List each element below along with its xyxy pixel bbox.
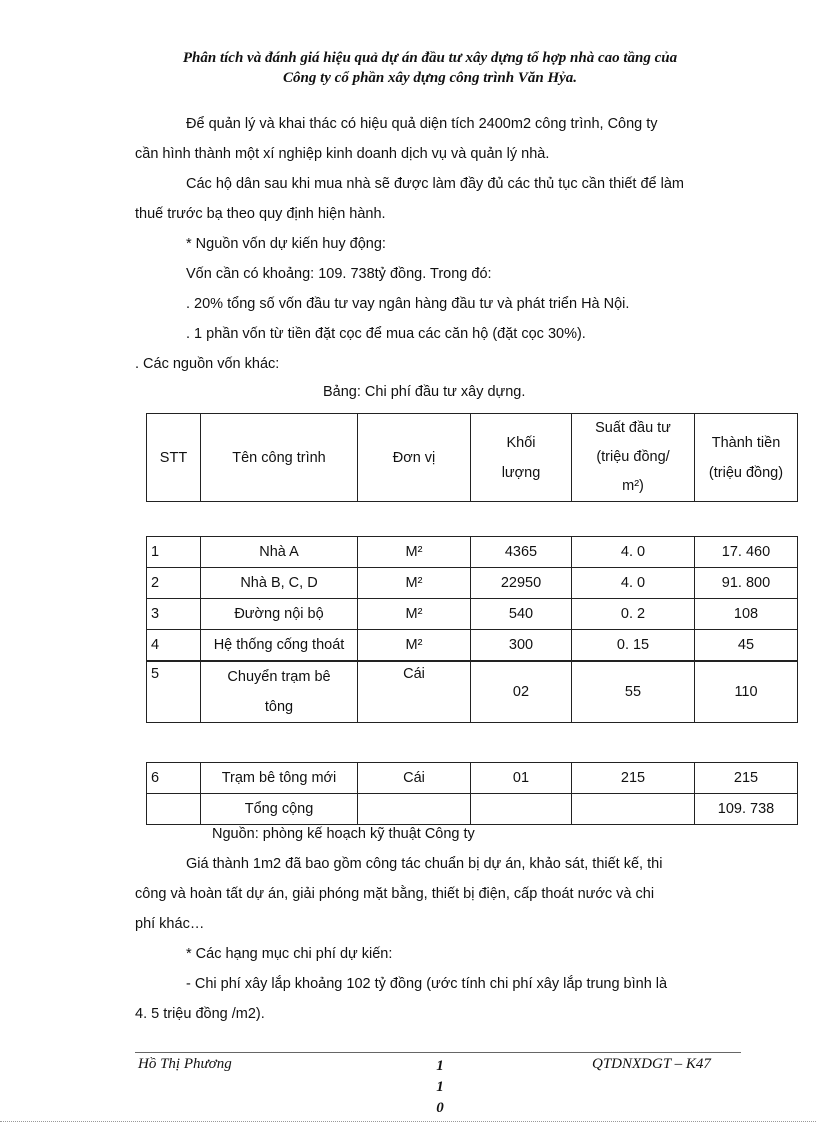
total-label: Tổng cộng [201,794,358,825]
row-5-total: 110 [695,661,798,723]
table-row [147,630,798,661]
row-4-stt: 4 [147,630,201,661]
row-5-unit: Cái [358,661,471,723]
header-quantity-line-2: lượng [501,464,541,481]
row-3-quantity: 540 [471,599,572,630]
row-1-unit: M² [358,537,471,568]
row-6-total: 215 [695,763,798,794]
row-4-unit: M² [358,630,471,661]
page-number-digit-3: 0 [436,1100,444,1116]
page-number-digit-2: 1 [436,1079,444,1095]
paragraph-price-line-2: công và hoàn tất dự án, giải phóng mặt bằng, thiết bị điện, cấp thoát nước và chi [135,886,655,902]
row-4-total: 45 [695,630,798,661]
row-5-stt: 5 [147,661,201,723]
cost-table-header [146,413,798,502]
document-header [120,48,740,88]
row-3-unit: M² [358,599,471,630]
cost-table-footer [146,762,798,825]
header-stt: STT [147,414,201,502]
row-4-name: Hệ thống cống thoát [201,630,358,661]
row-2-stt: 2 [147,568,201,599]
paragraph-1-line-2: cần hình thành một xí nghiệp kinh doanh dịch vụ và quản lý nhà. [135,146,550,162]
table-row-total [147,794,798,825]
row-6-quantity: 01 [471,763,572,794]
row-5-name-line-1: Chuyển trạm bê [227,668,331,685]
table-row [147,537,798,568]
header-quantity-line-1: Khối [506,434,536,451]
row-5-name [201,661,358,723]
table-caption: Bảng: Chi phí đầu tư xây dựng. [323,384,526,400]
page-number [430,1056,450,1119]
header-total [695,414,798,502]
header-unit: Đơn vị [358,414,471,502]
row-3-stt: 3 [147,599,201,630]
table-row [147,599,798,630]
table-row [147,763,798,794]
header-line-1: Phân tích và đánh giá hiệu quả dự án đầu tư xây dựng tổ hợp nhà cao tầng của [182,50,678,66]
total-rate [572,794,695,825]
row-6-stt: 6 [147,763,201,794]
row-4-rate: 0. 15 [572,630,695,661]
row-1-quantity: 4365 [471,537,572,568]
total-unit [358,794,471,825]
page-number-digit-1: 1 [436,1058,444,1074]
header-rate-line-1: Suất đầu tư [595,420,671,436]
row-6-rate: 215 [572,763,695,794]
header-rate [572,414,695,502]
row-4-quantity: 300 [471,630,572,661]
paragraph-capital: Vốn cần có khoảng: 109. 738tỷ đồng. Trong đó: [186,266,492,282]
row-5-rate: 55 [572,661,695,723]
row-2-rate: 4. 0 [572,568,695,599]
page-bottom-border [0,1121,816,1122]
header-name: Tên công trình [201,414,358,502]
table-row [147,568,798,599]
paragraph-price-line-1: Giá thành 1m2 đã bao gồm công tác chuẩn bị dự án, khảo sát, thiết kế, thi [186,856,663,872]
header-line-2: Công ty cổ phần xây dựng công trình Văn Hỷa. [282,70,578,86]
row-2-unit: M² [358,568,471,599]
paragraph-funding-heading: * Nguồn vốn dự kiến huy động: [186,236,386,252]
paragraph-2-line-1: Các hộ dân sau khi mua nhà sẽ được làm đầy đủ các thủ tục cần thiết để làm [186,176,684,192]
total-quantity [471,794,572,825]
row-3-name: Đường nội bộ [201,599,358,630]
row-6-name: Trạm bê tông mới [201,763,358,794]
row-5-name-line-2: tông [264,698,294,715]
header-total-line-2: (triệu đồng) [708,464,784,481]
row-2-name: Nhà B, C, D [201,568,358,599]
row-2-total: 91. 800 [695,568,798,599]
cost-table-body [146,536,798,723]
row-1-total: 17. 460 [695,537,798,568]
paragraph-deposit: . 1 phần vốn từ tiền đặt cọc để mua các căn hộ (đặt cọc 30%). [186,326,586,342]
header-quantity [471,414,572,502]
paragraph-loan: . 20% tổng số vốn đầu tư vay ngân hàng đầu tư và phát triển Hà Nội. [186,296,630,312]
total-stt [147,794,201,825]
paragraph-construction-line-1: - Chi phí xây lắp khoảng 102 tỷ đồng (ước tính chi phí xây lắp trung bình là [186,976,668,992]
footer-author: Hồ Thị Phương [138,1056,232,1072]
row-5-quantity: 02 [471,661,572,723]
header-rate-line-3: m²) [622,478,644,494]
footer-divider [135,1052,741,1053]
row-2-quantity: 22950 [471,568,572,599]
row-1-rate: 4. 0 [572,537,695,568]
header-total-line-1: Thành tiền [711,434,781,451]
table-row [147,661,798,723]
paragraph-other-sources: . Các nguồn vốn khác: [135,356,280,372]
total-value: 109. 738 [695,794,798,825]
paragraph-1-line-1: Để quản lý và khai thác có hiệu quả diện tích 2400m2 công trình, Công ty [186,116,658,132]
row-3-rate: 0. 2 [572,599,695,630]
paragraph-cost-items: * Các hạng mục chi phí dự kiến: [186,946,393,962]
paragraph-price-line-3: phí khác… [135,916,205,932]
table-source: Nguồn: phòng kế hoạch kỹ thuật Công ty [212,826,475,842]
row-1-stt: 1 [147,537,201,568]
paragraph-construction-line-2: 4. 5 triệu đồng /m2). [135,1006,265,1022]
paragraph-2-line-2: thuế trước bạ theo quy định hiện hành. [135,206,386,222]
row-3-total: 108 [695,599,798,630]
row-1-name: Nhà A [201,537,358,568]
row-6-unit: Cái [358,763,471,794]
footer-code: QTDNXDGT – K47 [592,1056,711,1072]
header-rate-line-2: (triệu đồng/ [596,449,670,465]
